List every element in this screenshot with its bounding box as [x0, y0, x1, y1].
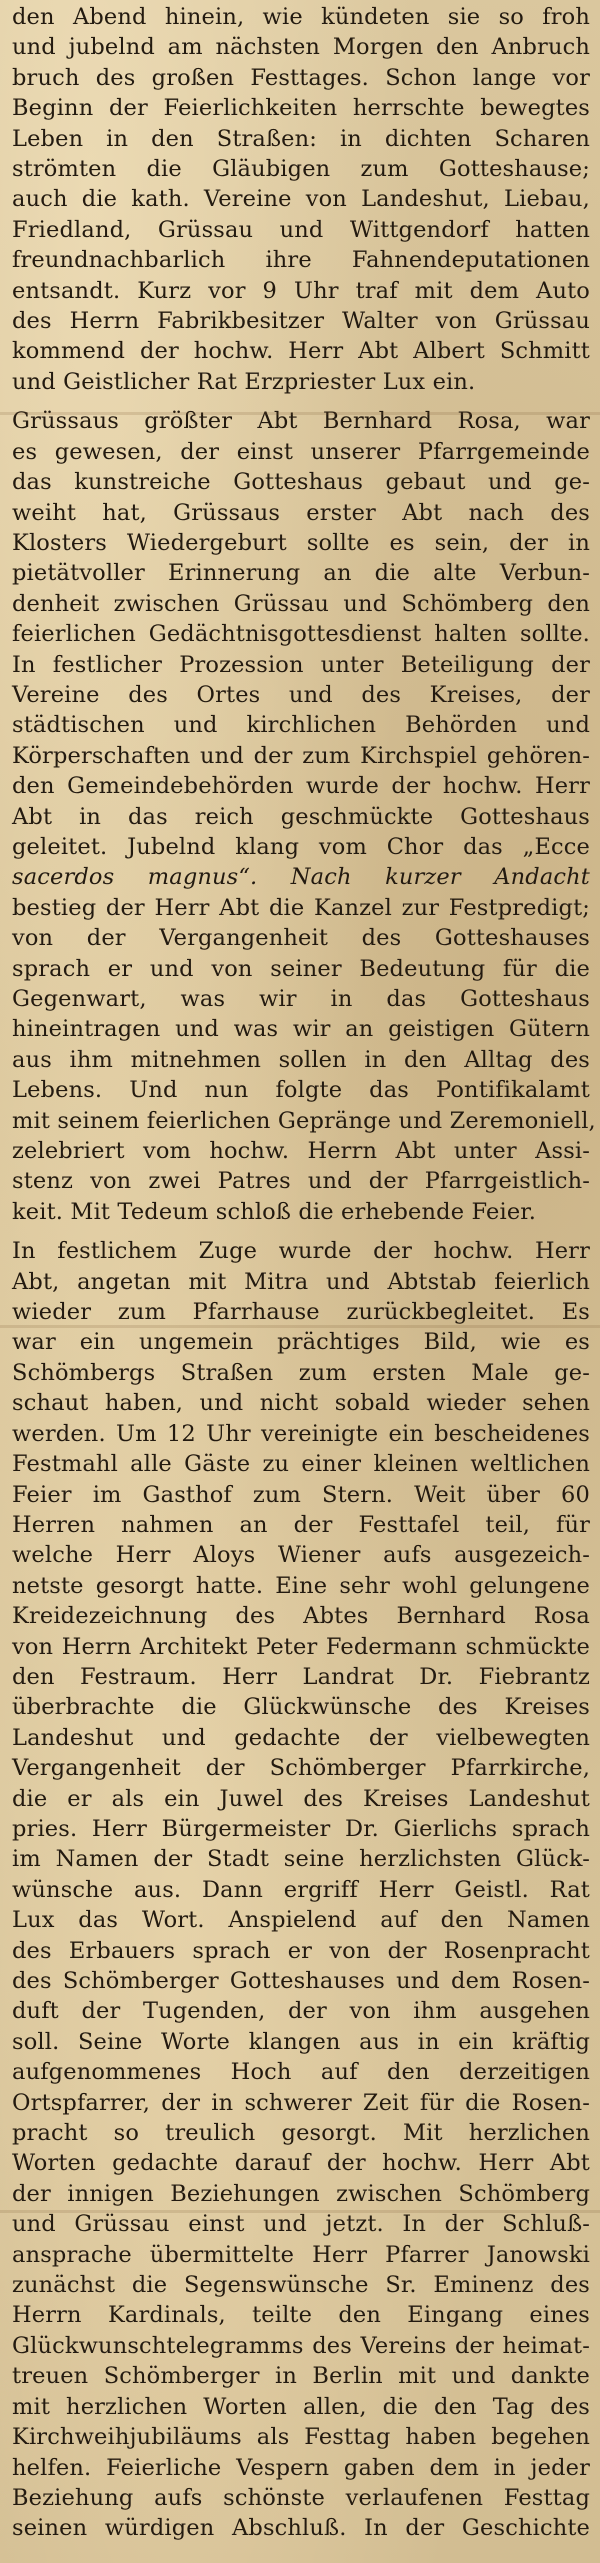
paper-fold	[0, 2210, 600, 2213]
text-line: sprach er und von seiner Bedeutung für die	[12, 955, 590, 982]
text-line: stenz von zwei Patres und der Pfarrgeistlich-	[12, 1168, 590, 1195]
text-line: zunächst die Segenswünsche Sr. Eminenz des	[12, 2272, 590, 2299]
text-line: zelebriert vom hochw. Herrn Abt unter Assi-	[12, 1138, 590, 1165]
text-line: Herren nahmen an der Festtafel teil, für	[12, 1511, 590, 1538]
paper-fold	[0, 1325, 600, 1328]
text-line: den Festraum. Herr Landrat Dr. Fiebrantz	[12, 1663, 590, 1690]
latin-quote-line: sacerdos magnus“. Nach kurzer Andacht	[12, 864, 590, 891]
text-line: Grüssaus größter Abt Bernhard Rosa, war	[12, 408, 590, 435]
text-line: und Geistlicher Rat Erzpriester Lux ein.	[12, 368, 476, 395]
text-line: wünsche aus. Dann ergriff Herr Geistl. Rat	[12, 1876, 590, 1903]
text-line: den Gemeindebehörden wurde der hochw. Herr	[12, 773, 590, 800]
text-line: Feier im Gasthof zum Stern. Weit über 60	[12, 1481, 590, 1508]
text-line: seinen würdigen Abschluß. In der Geschichte	[12, 2515, 590, 2542]
text-line: Klosters Wiedergeburt sollte es sein, der in	[12, 529, 590, 556]
text-line: Kreidezeichnung des Abtes Bernhard Rosa	[12, 1603, 590, 1630]
text-line: war ein ungemein prächtiges Bild, wie es	[12, 1329, 590, 1356]
text-line: soll. Seine Worte klangen aus in ein kräftig	[12, 2028, 590, 2055]
text-line: strömten die Gläubigen zum Gotteshause;	[12, 156, 590, 183]
text-line: helfen. Feierliche Vespern gaben dem in jeder	[12, 2454, 590, 2481]
text-line: netste gesorgt hatte. Eine sehr wohl gelungene	[12, 1572, 590, 1599]
text-line: Vergangenheit der Schömberger Pfarrkirche,	[12, 1755, 590, 1782]
text-line: entsandt. Kurz vor 9 Uhr traf mit dem Auto	[12, 277, 590, 304]
text-line: Vereine des Ortes und des Kreises, der	[12, 681, 590, 708]
text-line: aufgenommenes Hoch auf den derzeitigen	[12, 2059, 590, 2086]
text-line: pietätvoller Erinnerung an die alte Verbun-	[12, 560, 590, 587]
text-line: die er als ein Juwel des Kreises Landeshut	[12, 1785, 590, 1812]
text-line: treuen Schömberger in Berlin mit und dankte	[12, 2363, 590, 2390]
text-line: hineintragen und was wir an geistigen Gütern	[12, 1016, 590, 1043]
text-line: Abt in das reich geschmückte Gotteshaus	[12, 803, 590, 830]
text-line: Beziehung aufs schönste verlaufenen Festtag	[12, 2484, 590, 2511]
text-line: feierlichen Gedächtnisgottesdienst halten sollte.	[12, 621, 590, 648]
paper-fold	[0, 412, 600, 415]
text-line: Kirchweihjubiläums als Festtag haben begehen	[12, 2424, 590, 2451]
text-line: und Grüssau einst und jetzt. In der Schluß-	[12, 2211, 590, 2238]
text-line: des Schömberger Gotteshauses und dem Rosen-	[12, 1968, 590, 1994]
text-line: es gewesen, der einst unserer Pfarrgemeinde	[12, 438, 590, 465]
text-line: des Erbauers sprach er von der Rosenpracht	[12, 1937, 590, 1964]
text-line: von Herrn Architekt Peter Federmann schmückte	[12, 1633, 590, 1660]
text-line: keit. Mit Tedeum schloß die erhebende Feier.	[12, 1198, 537, 1225]
text-line: Schömbergs Straßen zum ersten Male ge-	[12, 1359, 590, 1386]
text-line: Körperschaften und der zum Kirchspiel gehören-	[12, 742, 590, 769]
text-line: bruch des großen Festtages. Schon lange vor	[12, 64, 590, 91]
article-paragraph-service	[12, 406, 596, 1227]
text-line: werden. Um 12 Uhr vereinigte ein bescheidenes	[12, 1420, 590, 1447]
text-line: Worten gedachte darauf der hochw. Herr Abt	[12, 2150, 590, 2177]
text-line: In festlicher Prozession unter Beteiligung der	[12, 651, 590, 678]
text-line: Lebens. Und nun folgte das Pontifikalamt	[12, 1077, 590, 1104]
text-line: des Herrn Fabrikbesitzer Walter von Grüssau	[12, 308, 590, 335]
article-paragraph-celebration	[12, 1236, 590, 2543]
text-line: welche Herr Aloys Wiener aufs ausgezeich-	[12, 1542, 590, 1569]
text-line: auch die kath. Vereine von Landeshut, Liebau,	[12, 186, 590, 213]
text-line: Gegenwart, was wir in das Gotteshaus	[12, 986, 590, 1012]
text-line: der innigen Beziehungen zwischen Schömberg	[12, 2180, 590, 2207]
text-line: wieder zum Pfarrhause zurückbegleitet. Es	[12, 1299, 590, 1326]
text-line: weiht hat, Grüssaus erster Abt nach des	[12, 499, 590, 526]
text-line: und jubelnd am nächsten Morgen den Anbruch	[12, 34, 590, 61]
text-line: pries. Herr Bürgermeister Dr. Gierlichs sprach	[12, 1815, 590, 1842]
text-line: geleitet. Jubelnd klang vom Chor das „Ecce	[12, 833, 590, 860]
text-line: Ortspfarrer, der in schwerer Zeit für die Rosen-	[12, 2089, 590, 2116]
text-line: überbrachte die Glückwünsche des Kreises	[12, 1694, 590, 1721]
text-line: Glückwunschtelegramms des Vereins der heimat-	[12, 2332, 590, 2359]
text-line: Festmahl alle Gäste zu einer kleinen weltlichen	[12, 1451, 590, 1478]
text-line: kommend der hochw. Herr Abt Albert Schmitt	[12, 338, 590, 365]
text-line: den Abend hinein, wie kündeten sie so froh	[12, 4, 590, 30]
text-line: pracht so treulich gesorgt. Mit herzlichen	[12, 2120, 590, 2147]
text-line: mit herzlichen Worten allen, die den Tag des	[12, 2393, 590, 2420]
text-line: das kunstreiche Gotteshaus gebaut und ge-	[12, 469, 590, 496]
text-line: Landeshut und gedachte der vielbewegten	[12, 1724, 590, 1751]
article-paragraph-arrival	[12, 2, 590, 397]
text-line: Abt, angetan mit Mitra und Abtstab feierlich	[12, 1268, 590, 1295]
text-line: bestieg der Herr Abt die Kanzel zur Festpredigt;	[12, 894, 590, 921]
text-line: In festlichem Zuge wurde der hochw. Herr	[12, 1238, 590, 1265]
text-line: mit seinem feierlichen Gepränge und Zeremoniell,	[12, 1107, 596, 1134]
text-line: aus ihm mitnehmen sollen in den Alltag des	[12, 1046, 590, 1073]
text-line: denheit zwischen Grüssau und Schömberg den	[12, 590, 590, 617]
text-line: Herrn Kardinals, teilte den Eingang eines	[12, 2302, 590, 2329]
text-line: schaut haben, und nicht sobald wieder sehen	[12, 1390, 590, 1417]
text-line: im Namen der Stadt seine herzlichsten Glück-	[12, 1846, 590, 1873]
text-line: Beginn der Feierlichkeiten herrschte bewegtes	[12, 95, 590, 122]
text-line: Leben in den Straßen: in dichten Scharen	[12, 125, 590, 152]
text-line: freundnachbarlich ihre Fahnendeputationen	[12, 247, 590, 274]
text-line: duft der Tugenden, der von ihm ausgehen	[12, 1998, 590, 2025]
text-line: Friedland, Grüssau und Wittgendorf hatten	[12, 216, 590, 243]
text-line: städtischen und kirchlichen Behörden und	[12, 712, 590, 739]
text-line: ansprache übermittelte Herr Pfarrer Janowski	[12, 2241, 590, 2268]
text-line: Lux das Wort. Anspielend auf den Namen	[12, 1907, 590, 1934]
text-line: von der Vergangenheit des Gotteshauses	[12, 925, 590, 952]
